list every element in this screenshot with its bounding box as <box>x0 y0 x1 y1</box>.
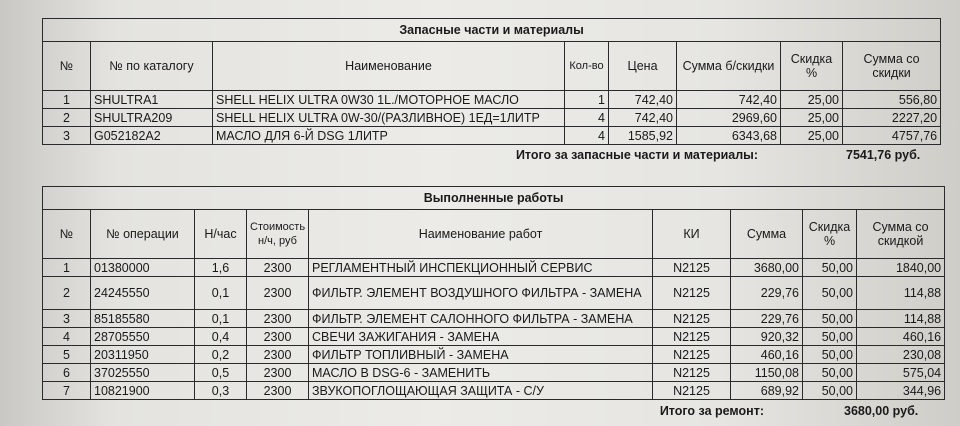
works-total-value: 3680,00 руб. <box>844 404 919 418</box>
cell-discount: 50,00 <box>803 310 857 328</box>
cell-ki: N2125 <box>653 364 731 382</box>
table-row <box>43 346 945 364</box>
cell-discount: 50,00 <box>803 364 857 382</box>
cell-hours: 0,2 <box>195 346 247 364</box>
cell-price: 1585,92 <box>609 127 677 145</box>
cell-cost: 2300 <box>247 346 309 364</box>
col-header-sum-disc: Сумма со скидкой <box>857 210 945 259</box>
cell-name: SHELL HELIX ULTRA 0W-30/(РАЗЛИВНОЕ) 1ЕД=1ЛИТР <box>213 109 565 127</box>
cell-qty: 4 <box>565 127 609 145</box>
cell-cost: 2300 <box>247 259 309 277</box>
cell-qty: 1 <box>565 91 609 109</box>
col-header-sum-nodisc: Сумма б/скидки <box>677 42 781 91</box>
col-header-cost: Стоимость н/ч, руб <box>247 210 309 259</box>
cell-discount: 50,00 <box>803 382 857 400</box>
cell-num: 4 <box>43 328 91 346</box>
cell-hours: 0,5 <box>195 364 247 382</box>
table-row <box>43 91 941 109</box>
parts-total-label: Итого за запасные части и материалы: <box>515 148 758 162</box>
cell-sum-disc: 460,16 <box>857 328 945 346</box>
col-header-operation: № операции <box>91 210 195 259</box>
cell-sum-nodisc: 2969,60 <box>677 109 781 127</box>
cell-hours: 0,3 <box>195 382 247 400</box>
cell-sum-disc: 575,04 <box>857 364 945 382</box>
cell-num: 1 <box>43 259 91 277</box>
cell-sum-disc: 1840,00 <box>857 259 945 277</box>
cell-operation: 10821900 <box>91 382 195 400</box>
cell-num: 7 <box>43 382 91 400</box>
cell-discount: 25,00 <box>781 109 843 127</box>
col-header-ki: КИ <box>653 210 731 259</box>
parts-title: Запасные части и материалы <box>43 19 941 42</box>
cell-price: 742,40 <box>609 109 677 127</box>
cell-num: 5 <box>43 346 91 364</box>
table-row <box>43 277 945 310</box>
cell-catalog: SHULTRA1 <box>91 91 213 109</box>
col-header-num: № <box>43 42 91 91</box>
cell-operation: 28705550 <box>91 328 195 346</box>
cell-hours: 1,6 <box>195 259 247 277</box>
cell-sum: 229,76 <box>731 277 803 310</box>
cell-catalog: G052182A2 <box>91 127 213 145</box>
cell-num: 2 <box>43 277 91 310</box>
col-header-discount: Скидка % <box>803 210 857 259</box>
cell-name: МАСЛО ДЛЯ 6-Й DSG 1ЛИТР <box>213 127 565 145</box>
cell-name: ФИЛЬТР ТОПЛИВНЫЙ - ЗАМЕНА <box>309 346 653 364</box>
cell-num: 2 <box>43 109 91 127</box>
cell-sum-disc: 556,80 <box>843 91 941 109</box>
cell-ki: N2125 <box>653 310 731 328</box>
cell-cost: 2300 <box>247 328 309 346</box>
cell-sum: 1150,08 <box>731 364 803 382</box>
col-header-price: Цена <box>609 42 677 91</box>
cell-ki: N2125 <box>653 277 731 310</box>
works-total-label: Итого за ремонт: <box>659 404 764 418</box>
cell-discount: 50,00 <box>803 328 857 346</box>
col-header-catalog: № по каталогу <box>91 42 213 91</box>
col-header-discount: Скидка % <box>781 42 843 91</box>
works-table <box>42 186 945 400</box>
cell-sum-nodisc: 6343,68 <box>677 127 781 145</box>
cell-ki: N2125 <box>653 328 731 346</box>
cell-price: 742,40 <box>609 91 677 109</box>
works-title: Выполненные работы <box>43 187 945 210</box>
col-header-qty: Кол-во <box>565 42 609 91</box>
cell-sum: 460,16 <box>731 346 803 364</box>
cell-hours: 0,4 <box>195 328 247 346</box>
cell-cost: 2300 <box>247 382 309 400</box>
cell-sum-nodisc: 742,40 <box>677 91 781 109</box>
cell-cost: 2300 <box>247 277 309 310</box>
cell-name: SHELL HELIX ULTRA 0W30 1L./МОТОРНОЕ МАСЛО <box>213 91 565 109</box>
cell-sum: 3680,00 <box>731 259 803 277</box>
cell-qty: 4 <box>565 109 609 127</box>
cell-ki: N2125 <box>653 382 731 400</box>
col-header-sum-disc: Сумма со скидки <box>843 42 941 91</box>
cell-num: 1 <box>43 91 91 109</box>
col-header-sum: Сумма <box>731 210 803 259</box>
cell-sum: 229,76 <box>731 310 803 328</box>
cell-operation: 37025550 <box>91 364 195 382</box>
cell-discount: 25,00 <box>781 127 843 145</box>
parts-total-value: 7541,76 руб. <box>846 148 921 162</box>
cell-sum: 689,92 <box>731 382 803 400</box>
cell-sum-disc: 230,08 <box>857 346 945 364</box>
cell-num: 3 <box>43 310 91 328</box>
table-row <box>43 109 941 127</box>
table-row <box>43 310 945 328</box>
table-row <box>43 364 945 382</box>
table-row <box>43 328 945 346</box>
cell-name: СВЕЧИ ЗАЖИГАНИЯ - ЗАМЕНА <box>309 328 653 346</box>
cell-name: ФИЛЬТР. ЭЛЕМЕНТ ВОЗДУШНОГО ФИЛЬТРА - ЗАМЕНА <box>309 277 653 310</box>
cell-name: РЕГЛАМЕНТНЫЙ ИНСПЕКЦИОННЫЙ СЕРВИС <box>309 259 653 277</box>
cell-operation: 01380000 <box>91 259 195 277</box>
cell-operation: 85185580 <box>91 310 195 328</box>
cell-sum-disc: 114,88 <box>857 277 945 310</box>
cell-discount: 50,00 <box>803 277 857 310</box>
col-header-hours: Н/час <box>195 210 247 259</box>
cell-sum-disc: 344,96 <box>857 382 945 400</box>
cell-discount: 25,00 <box>781 91 843 109</box>
cell-discount: 50,00 <box>803 259 857 277</box>
cell-ki: N2125 <box>653 346 731 364</box>
cell-operation: 24245550 <box>91 277 195 310</box>
parts-table <box>42 18 941 145</box>
cell-cost: 2300 <box>247 310 309 328</box>
cell-sum: 920,32 <box>731 328 803 346</box>
table-row <box>43 127 941 145</box>
cell-catalog: SHULTRA209 <box>91 109 213 127</box>
cell-cost: 2300 <box>247 364 309 382</box>
cell-hours: 0,1 <box>195 277 247 310</box>
cell-sum-disc: 4757,76 <box>843 127 941 145</box>
table-row <box>43 382 945 400</box>
col-header-name: Наименование работ <box>309 210 653 259</box>
cell-name: МАСЛО В DSG-6 - ЗАМЕНИТЬ <box>309 364 653 382</box>
cell-num: 6 <box>43 364 91 382</box>
cell-ki: N2125 <box>653 259 731 277</box>
cell-name: ФИЛЬТР. ЭЛЕМЕНТ САЛОННОГО ФИЛЬТРА - ЗАМЕНА <box>309 310 653 328</box>
cell-num: 3 <box>43 127 91 145</box>
cell-name: ЗВУКОПОГЛОЩАЮЩАЯ ЗАЩИТА - С/У <box>309 382 653 400</box>
table-row <box>43 259 945 277</box>
cell-discount: 50,00 <box>803 346 857 364</box>
cell-sum-disc: 114,88 <box>857 310 945 328</box>
col-header-num: № <box>43 210 91 259</box>
cell-sum-disc: 2227,20 <box>843 109 941 127</box>
cell-hours: 0,1 <box>195 310 247 328</box>
col-header-name: Наименование <box>213 42 565 91</box>
cell-operation: 20311950 <box>91 346 195 364</box>
